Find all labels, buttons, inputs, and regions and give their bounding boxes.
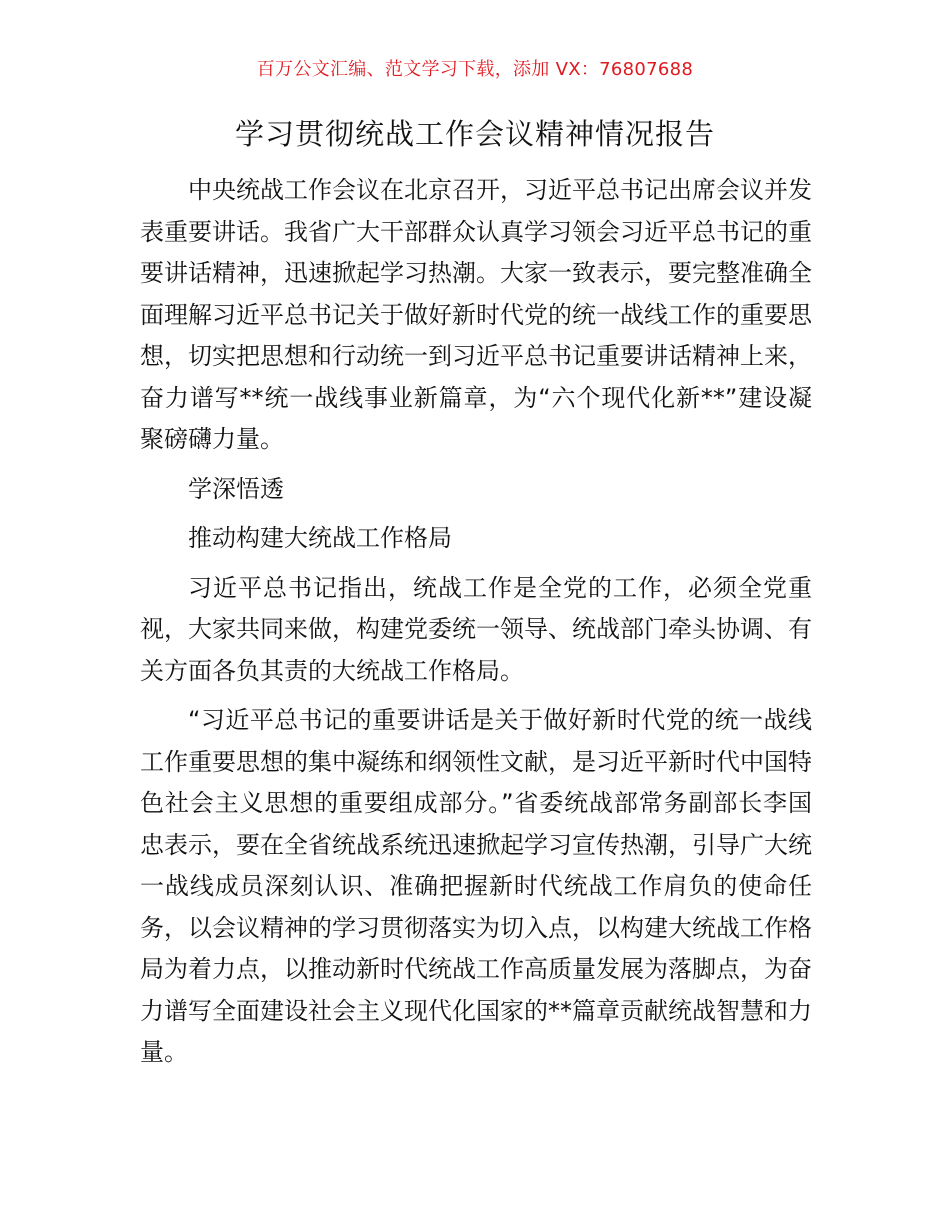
intro-paragraph: 中央统战工作会议在北京召开，习近平总书记出席会议并发表重要讲话。我省广大干部群众认真学习领会习近平总书记的重要讲话精神，迅速掀起学习热潮。大家一致表示，要完整准确全面理解习近平总书记关于做好新时代党的统一战线工作的重要思想，切实把思想和行动统一到习近平总书记重要讲话精神上来，奋力谱写**统一战线事业新篇章，为“六个现代化新**”建设凝聚磅礴力量。 — [140, 176, 812, 453]
quote-paragraph: “习近平总书记的重要讲话是关于做好新时代党的统一战线工作重要思想的集中凝练和纲领性文献，是习近平新时代中国特色社会主义思想的重要组成部分。”省委统战部常务副部长李国忠表示，要在全省统战系统迅速掀起学习宣传热潮，引导广大统一战线成员深刻认识、准确把握新时代统战工作肩负的使命任务，以会议精神的学习贯彻落实为切入点，以构建大统战工作格局为着力点，以推动新时代统战工作高质量发展为落脚点，为奋力谱写全面建设社会主义现代化国家的**篇章贡献统战智慧和力量。 — [140, 706, 812, 1066]
document-title: 学习贯彻统战工作会议精神情况报告 — [234, 117, 715, 151]
watermark-banner: 百万公文汇编、范文学习下载，添加 VX：76807688 — [256, 59, 694, 80]
body-paragraph: 习近平总书记指出，统战工作是全党的工作，必须全党重视，大家共同来做，构建党委统一领导、统战部门牵头协调、有关方面各负其责的大统战工作格局。 — [140, 573, 812, 685]
section-subheading: 推动构建大统战工作格局 — [188, 524, 452, 552]
section-heading: 学深悟透 — [188, 474, 284, 503]
document-body — [140, 170, 812, 1074]
